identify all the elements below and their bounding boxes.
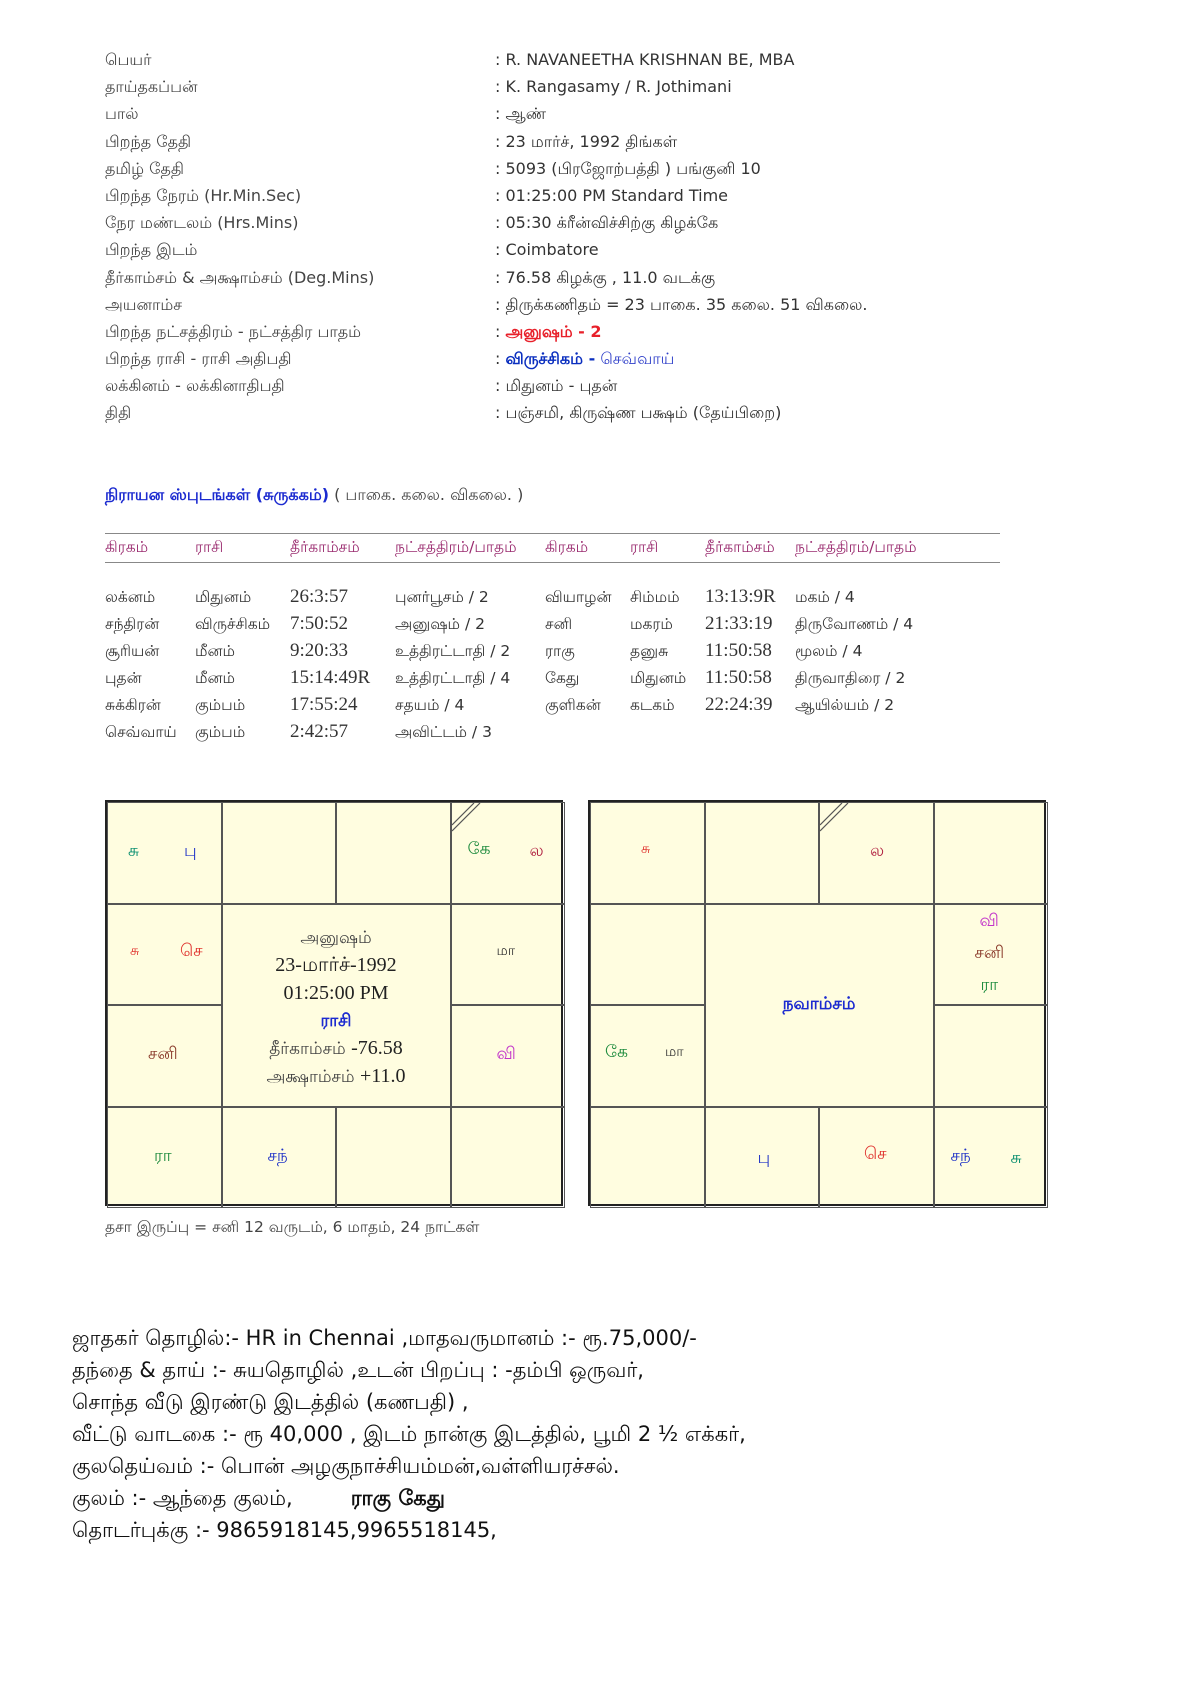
detail-value <box>495 376 617 397</box>
table-cell: 21:33:19 <box>705 613 773 634</box>
table-cell: கும்பம் <box>195 723 246 741</box>
detail-value-text: : <box>495 349 501 369</box>
detail-value-text: : 23 மார்ச், 1992 திங்கள் <box>495 131 678 151</box>
table-cell: புனர்பூசம் / 2 <box>395 588 489 606</box>
rasi-chart <box>105 800 563 1206</box>
table-cell: மீனம் <box>195 669 236 687</box>
note-line: தந்தை & தாய் :- சுயதொழில் ,உடன் பிறப்பு : -தம்பி ஒருவர், <box>72 1358 644 1382</box>
table-cell: 11:50:58 <box>705 640 772 661</box>
detail-label: திதி <box>105 403 132 423</box>
detail-value <box>495 77 732 96</box>
navamsa-cell-aquarius <box>590 904 705 1006</box>
planet-label: ரா <box>154 1145 172 1166</box>
detail-value <box>495 186 728 205</box>
detail-label: பெயர் <box>105 50 152 69</box>
sphuta-header-cell: நட்சத்திரம்/பாதம் <box>795 538 917 556</box>
table-cell: 22:24:39 <box>705 694 773 715</box>
detail-value-text: : பஞ்சமி, கிருஷ்ண பக்ஷம் (தேய்பிறை) <box>495 403 782 423</box>
sphuta-header-cell: தீர்காம்சம் <box>705 538 775 556</box>
notes-section <box>72 1322 1122 1546</box>
navamsa-cell-capricorn <box>590 1005 705 1107</box>
sphuta-title-main: நிராயன ஸ்புடங்கள் (சுருக்கம்) <box>105 485 329 504</box>
table-cell: மீனம் <box>195 642 236 660</box>
sphuta-header-cell: கிரகம் <box>105 538 149 556</box>
detail-label: பிறந்த நட்சத்திரம் - நட்சத்திர பாதம் <box>105 321 362 341</box>
detail-value-text: : 01:25:00 PM Standard Time <box>495 185 728 205</box>
detail-value-text: : ஆண் <box>495 104 547 124</box>
sphuta-header-cell: ராசி <box>195 538 224 556</box>
detail-value-text: : <box>495 321 501 341</box>
rasi-center <box>222 904 451 1107</box>
table-cell: ராகு <box>545 642 575 660</box>
table-row <box>105 588 1000 615</box>
birth-rasi-value: விருச்சிகம் - <box>505 349 596 369</box>
planet-label: பு <box>184 841 197 861</box>
table-cell: புதன் <box>105 669 142 687</box>
table-cell: லக்னம் <box>105 588 156 606</box>
detail-row <box>105 268 965 295</box>
detail-value <box>495 132 677 153</box>
detail-label: பிறந்த இடம் <box>105 240 198 260</box>
note-line: வீட்டு வாடகை :- ரூ 40,000 , இடம் நான்கு இடத்தில், பூமி 2 ½ எக்கர், <box>72 1422 746 1446</box>
center-star: அனுஷம் <box>300 927 372 948</box>
planet-label: ல <box>529 841 544 861</box>
rasi-cell-capricorn <box>107 1005 222 1107</box>
detail-label: தாய்தகப்பன் <box>105 77 198 97</box>
detail-value <box>495 50 794 69</box>
planet-label: மா <box>496 942 516 959</box>
detail-row <box>105 104 965 131</box>
navamsa-chart <box>588 800 1046 1206</box>
detail-value <box>495 159 761 180</box>
center-long-label: தீர்காம்சம் <box>269 1038 346 1059</box>
rasi-cell-aquarius <box>107 904 222 1006</box>
detail-row <box>105 403 965 430</box>
rasi-cell-sagittarius <box>107 1107 222 1209</box>
table-cell: மிதுனம் <box>195 588 252 606</box>
rasi-cell-taurus <box>336 802 451 904</box>
planet-label: சு <box>128 841 140 861</box>
rasi-cell-pisces <box>107 802 222 904</box>
planet-label: ரா <box>980 974 999 995</box>
sphuta-table <box>105 588 1000 750</box>
table-cell: கேது <box>545 669 580 687</box>
table-cell: சூரியன் <box>105 642 160 660</box>
lagna-mark-icon <box>452 803 482 833</box>
detail-row <box>105 159 965 186</box>
dasa-balance <box>105 1218 479 1238</box>
detail-row <box>105 186 965 213</box>
center-time: 01:25:00 PM <box>283 981 389 1004</box>
planet-label: பு <box>757 1147 771 1168</box>
table-cell: திருவோணம் / 4 <box>795 615 914 633</box>
detail-label: பால் <box>105 104 139 124</box>
detail-value <box>495 349 674 370</box>
detail-value-text: : மிதுனம் - புதன் <box>495 376 618 396</box>
table-cell: மூலம் / 4 <box>795 642 863 660</box>
dasa-label: தசா இருப்பு = <box>105 1218 208 1236</box>
table-cell: 9:20:33 <box>290 640 349 661</box>
rasi-cell-libra <box>336 1107 451 1209</box>
table-cell: அவிட்டம் / 3 <box>395 723 492 741</box>
rasi-cell-scorpio <box>222 1107 337 1209</box>
table-cell: மகரம் <box>630 615 673 633</box>
detail-row <box>105 349 965 376</box>
center-chart-name: நவாம்சம் <box>782 993 856 1014</box>
detail-label: அயனாம்ச <box>105 294 183 314</box>
table-row <box>105 669 1000 696</box>
table-cell: 2:42:57 <box>290 721 349 742</box>
table-cell: செவ்வாய் <box>105 723 177 741</box>
note-line: சொந்த வீடு இரண்டு இடத்தில் (கணபதி) , <box>72 1390 469 1414</box>
detail-value-text: : K. Rangasamy / R. Jothimani <box>495 77 732 97</box>
table-cell: உத்திரட்டாதி / 4 <box>395 669 511 687</box>
planet-label: மா <box>665 1044 684 1060</box>
note-line <box>72 1482 1122 1514</box>
detail-value <box>495 322 602 343</box>
navamsa-cell-scorpio <box>705 1107 820 1209</box>
table-cell: 13:13:9R <box>705 586 776 607</box>
detail-value-text: : 5093 (பிரஜோற்பத்தி ) பங்குனி 10 <box>495 158 761 178</box>
planet-label: சந் <box>950 1145 971 1166</box>
center-long-value: -76.58 <box>351 1036 403 1059</box>
dasa-value: சனி 12 வருடம், 6 மாதம், 24 நாட்கள் <box>212 1218 480 1236</box>
table-cell: அனுஷம் / 2 <box>395 615 485 633</box>
detail-value-text: : 05:30 க்ரீன்விச்சிற்கு கிழக்கே <box>495 213 719 233</box>
navamsa-center <box>705 904 934 1107</box>
detail-value <box>495 295 867 316</box>
planet-label: சனி <box>148 1044 178 1064</box>
table-cell: குளிகன் <box>545 696 601 714</box>
sphuta-header-cell: கிரகம் <box>545 538 589 556</box>
table-row <box>105 696 1000 723</box>
table-cell: மகம் / 4 <box>795 588 855 606</box>
table-cell: உத்திரட்டாதி / 2 <box>395 642 511 660</box>
table-row <box>105 615 1000 642</box>
detail-row <box>105 322 965 349</box>
rasi-cell-leo <box>451 1005 566 1107</box>
planet-label: சனி <box>974 942 1005 963</box>
table-cell: வியாழன் <box>545 588 612 606</box>
detail-row <box>105 213 965 240</box>
navamsa-cell-taurus <box>819 802 934 904</box>
planet-label: சு <box>130 942 140 959</box>
navamsa-cell-gemini <box>934 802 1049 904</box>
detail-label: தமிழ் தேதி <box>105 158 185 178</box>
table-cell: 7:50:52 <box>290 613 349 634</box>
center-lat-value: +11.0 <box>360 1064 406 1087</box>
planet-label: சு <box>1010 1147 1022 1168</box>
planet-label: வி <box>979 910 999 931</box>
detail-value-text: : 76.58 கிழக்கு , 11.0 வடக்கு <box>495 267 716 287</box>
detail-label: தீர்காம்சம் & அக்ஷாம்சம் (Deg.Mins) <box>105 267 375 287</box>
center-chart-name: ராசி <box>320 1010 352 1031</box>
detail-value-text: : திருக்கணிதம் = 23 பாகை. 35 கலை. 51 விகலை. <box>495 294 868 314</box>
table-cell: 11:50:58 <box>705 667 772 688</box>
table-cell: 26:3:57 <box>290 586 349 607</box>
table-cell: விருச்சிகம் <box>195 615 271 633</box>
lagna-mark-icon <box>820 803 850 833</box>
note-kulam: குலம் :- ஆந்தை குலம், <box>72 1486 293 1510</box>
sphuta-header <box>105 533 1000 563</box>
table-cell: தனுசு <box>630 642 669 660</box>
planet-label: ல <box>870 841 885 861</box>
note-line: தொடர்புக்கு :- 9865918145,9965518145, <box>72 1518 497 1542</box>
note-line: ஜாதகர் தொழில்:- HR in Chennai ,மாதவருமானம் :- ரூ.75,000/- <box>72 1326 697 1350</box>
note-line: குலதெய்வம் :- பொன் அழகுநாச்சியம்மன்,வள்ளியரச்சல். <box>72 1454 620 1478</box>
birth-details <box>105 50 965 431</box>
table-row <box>105 642 1000 669</box>
detail-value <box>495 240 599 259</box>
detail-value <box>495 403 781 424</box>
detail-label: நேர மண்டலம் (Hrs.Mins) <box>105 213 299 233</box>
detail-value-text: : R. NAVANEETHA KRISHNAN BE, MBA <box>495 50 795 69</box>
detail-row <box>105 295 965 322</box>
rasi-cell-gemini <box>451 802 566 904</box>
navamsa-cell-virgo <box>934 1107 1049 1209</box>
birth-star-value: அனுஷம் - 2 <box>505 321 602 341</box>
detail-row <box>105 240 965 267</box>
table-row <box>105 723 1000 750</box>
detail-row <box>105 77 965 104</box>
table-cell: 17:55:24 <box>290 694 358 715</box>
table-cell: சுக்கிரன் <box>105 696 161 714</box>
planet-label: சு <box>641 841 651 857</box>
planet-label: கே <box>467 839 491 859</box>
navamsa-cell-sagittarius <box>590 1107 705 1209</box>
detail-value <box>495 213 718 234</box>
rasi-cell-cancer <box>451 904 566 1006</box>
detail-label: பிறந்த நேரம் (Hr.Min.Sec) <box>105 185 302 205</box>
detail-label: பிறந்த ராசி - ராசி அதிபதி <box>105 349 292 369</box>
rasi-cell-virgo <box>451 1107 566 1209</box>
table-cell: சதயம் / 4 <box>395 696 465 714</box>
planet-label: செ <box>180 940 203 961</box>
table-cell: 15:14:49R <box>290 667 371 688</box>
detail-value <box>495 268 715 289</box>
navamsa-cell-aries <box>705 802 820 904</box>
table-cell: சந்திரன் <box>105 615 160 633</box>
table-cell: கடகம் <box>630 696 675 714</box>
planet-label: செ <box>864 1143 887 1164</box>
table-cell: சனி <box>545 615 573 633</box>
planet-label: கே <box>605 1042 628 1062</box>
planet-label: வி <box>496 1044 516 1064</box>
rasi-cell-aries <box>222 802 337 904</box>
table-cell: திருவாதிரை / 2 <box>795 669 906 687</box>
navamsa-cell-cancer <box>934 904 1049 1006</box>
detail-row <box>105 376 965 403</box>
sphuta-header-cell: நட்சத்திரம்/பாதம் <box>395 538 517 556</box>
sphuta-title-sub: ( பாகை. கலை. விகலை. ) <box>334 485 524 504</box>
note-rahu-ketu: ராகு கேது <box>350 1486 445 1510</box>
navamsa-cell-pisces <box>590 802 705 904</box>
center-lat-label: அக்ஷாம்சம் <box>266 1066 355 1087</box>
center-date: 23-மார்ச்-1992 <box>275 953 397 976</box>
sphuta-title <box>105 485 523 506</box>
sphuta-header-cell: ராசி <box>630 538 659 556</box>
navamsa-cell-libra <box>819 1107 934 1209</box>
table-cell: சிம்மம் <box>630 588 680 606</box>
detail-label: பிறந்த தேதி <box>105 131 192 151</box>
table-cell: மிதுனம் <box>630 669 687 687</box>
table-cell: கும்பம் <box>195 696 246 714</box>
detail-label: லக்கினம் - லக்கினாதிபதி <box>105 376 285 396</box>
detail-value-text: : Coimbatore <box>495 240 599 260</box>
detail-value <box>495 104 546 125</box>
sphuta-header-cell: தீர்காம்சம் <box>290 538 360 556</box>
navamsa-cell-leo <box>934 1005 1049 1107</box>
rasi-lord-value: செவ்வாய் <box>600 349 675 369</box>
detail-row <box>105 50 965 77</box>
detail-row <box>105 132 965 159</box>
planet-label: சந் <box>267 1145 288 1166</box>
table-cell: ஆயில்யம் / 2 <box>795 696 895 714</box>
